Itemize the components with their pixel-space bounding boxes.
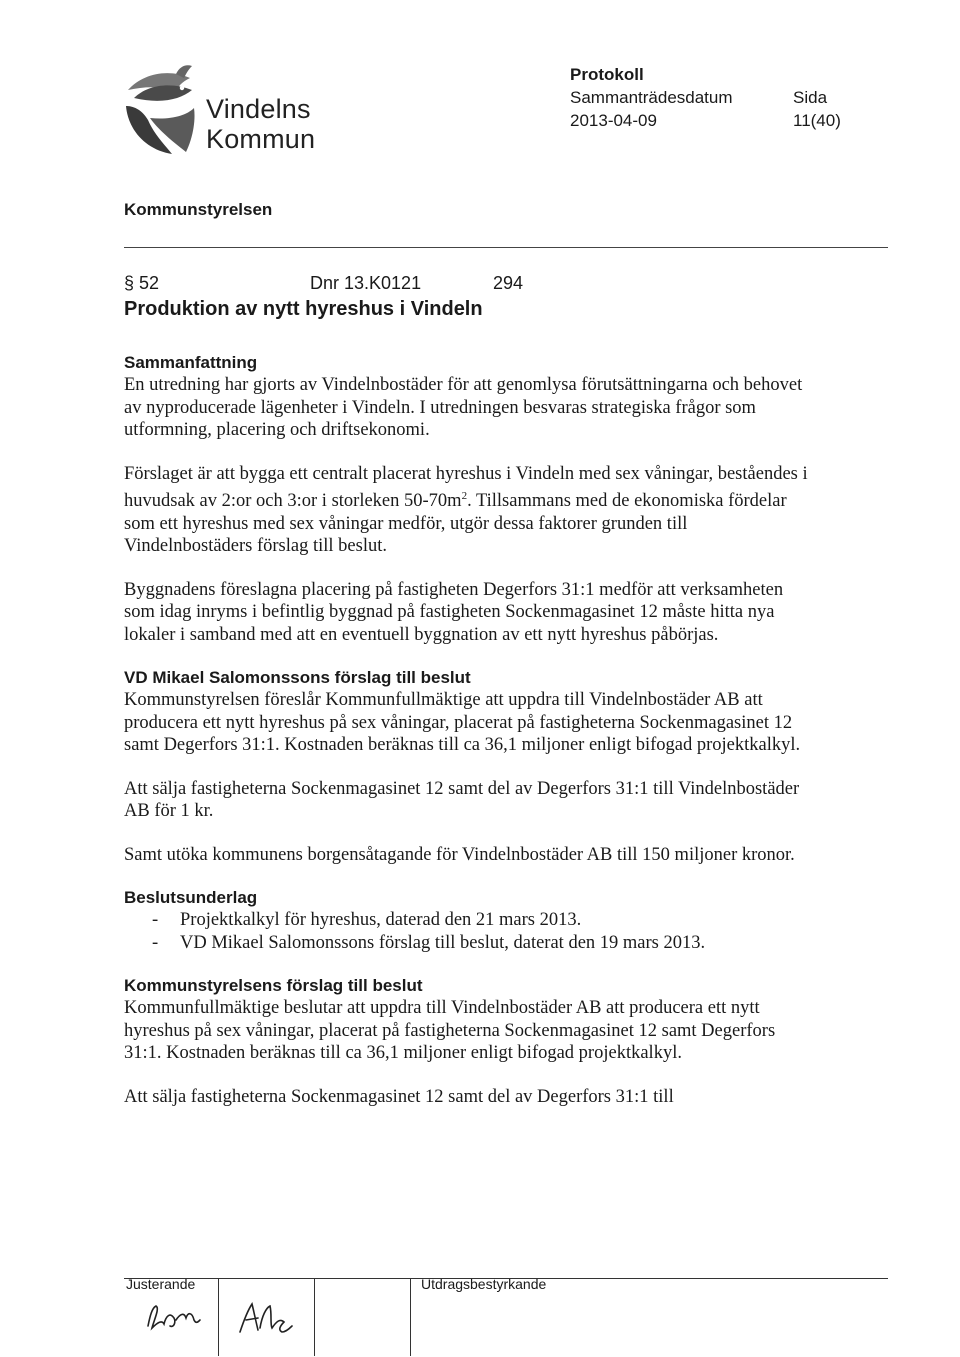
handwritten-initials-icon: [236, 1298, 296, 1338]
summary-paragraph-2-end: . Tillsammans med de ekonomiska fördelar som ett hyreshus med sex våningar medför, utgör dessa faktorer grunden till Vindelnbostäders förslag till beslut.: [124, 491, 787, 557]
summary-paragraph-1: En utredning har gjorts av Vindelnbostäder för att genomlysa förutsättningarna och behovet av nyproducerade lägenheter i Vindeln. I utredningen besvaras strategiska frågor som utformning, placering och driftsekonomi.: [124, 375, 803, 440]
vd-proposal-paragraph-2: Att sälja fastigheterna Sockenmagasinet 12 samt del av Degerfors 31:1 till Vindelnbostäder AB för 1 kr.: [124, 778, 800, 822]
case-title: Produktion av nytt hyreshus i Vindeln: [124, 298, 483, 320]
meeting-date-label: Sammanträdesdatum: [570, 88, 733, 107]
adjuster-label: Justerande: [126, 1276, 196, 1292]
header-divider: [124, 247, 888, 248]
list-item: - VD Mikael Salomonssons förslag till beslut, daterat den 19 mars 2013.: [152, 932, 706, 953]
protocol-body: [124, 352, 814, 1108]
salmon-logo-icon: [120, 60, 202, 156]
signature-cell: [314, 1278, 411, 1356]
signature-footer: [124, 1272, 888, 1356]
list-item: - Projektkalkyl för hyreshus, daterad den 21 mars 2013.: [152, 910, 582, 931]
extract-certifier-label: Utdragsbestyrkande: [421, 1276, 547, 1292]
document-type: Protokoll: [570, 65, 644, 84]
summary-paragraph-2-start: Förslaget är att bygga ett centralt placerat hyreshus i Vindeln med sex våningar, beståendes i huvudsak av 2:or och 3:or i storleken 50-70m: [124, 463, 808, 512]
vd-proposal-paragraph-3: Samt utöka kommunens borgensåtagande för Vindelnbostäder AB till 150 miljoner kronor.: [124, 844, 795, 865]
decision-basis-list: [124, 909, 814, 954]
decision-basis-heading: Beslutsunderlag: [124, 888, 258, 908]
handwritten-signature-icon: [144, 1298, 204, 1334]
paragraph-number: § 52: [124, 273, 160, 293]
summary-paragraph-3: Byggnadens föreslagna placering på fastigheten Degerfors 31:1 medför att verksamheten som idag inryms i befintlig byggnad på fastigheten Sockenmagasinet 12 måste hitta nya lokaler i samband med att en eventuell byggnation av ett nytt hyreshus påbörjas.: [124, 579, 784, 645]
page-label: Sida: [793, 88, 828, 107]
superscript-2: 2: [461, 490, 468, 502]
vd-proposal-paragraph-1: Kommunstyrelsen föreslår Kommunfullmäktige att uppdra till Vindelnbostäder AB att producera ett nytt hyreshus på sex våningar, placerat på fastigheterna Sockenmagasinet 12 samt Degerfors 31:1. Kostnaden beräknas till ca 36,1 miljoner enligt bifogad projektkalkyl.: [124, 690, 801, 756]
board-proposal-heading: Kommunstyrelsens förslag till beslut: [124, 976, 423, 996]
logo-text-line-2: Kommun: [206, 124, 316, 154]
committee-name: Kommunstyrelsen: [124, 200, 273, 219]
list-item-text: Projektkalkyl för hyreshus, daterad den 21 mars 2013.: [180, 910, 582, 931]
meeting-date-value: 2013-04-09: [570, 111, 657, 130]
list-item-text: VD Mikael Salomonssons förslag till beslut, daterat den 19 mars 2013.: [180, 932, 706, 953]
page-number: 11(40): [793, 111, 841, 130]
registration-number: Dnr 13.K0121: [310, 273, 422, 293]
case-number: 294: [493, 273, 524, 293]
board-proposal-paragraph-2: Att sälja fastigheterna Sockenmagasinet 12 samt del av Degerfors 31:1 till: [124, 1086, 674, 1107]
summary-paragraph-2: [124, 463, 814, 558]
vd-proposal-heading: VD Mikael Salomonssons förslag till beslut: [124, 668, 471, 688]
municipality-logo: [120, 58, 330, 158]
board-proposal-paragraph-1: Kommunfullmäktige beslutar att uppdra till Vindelnbostäder AB att producera ett nytt hyreshus på sex våningar, placerat på fastigheterna Sockenmagasinet 12 samt Degerfors 31:1. Kostnaden beräknas till ca 36,1 miljoner enligt bifogad projektkalkyl.: [124, 998, 776, 1064]
logo-text-line-1: Vindelns: [206, 94, 311, 124]
summary-heading: Sammanfattning: [124, 353, 258, 372]
